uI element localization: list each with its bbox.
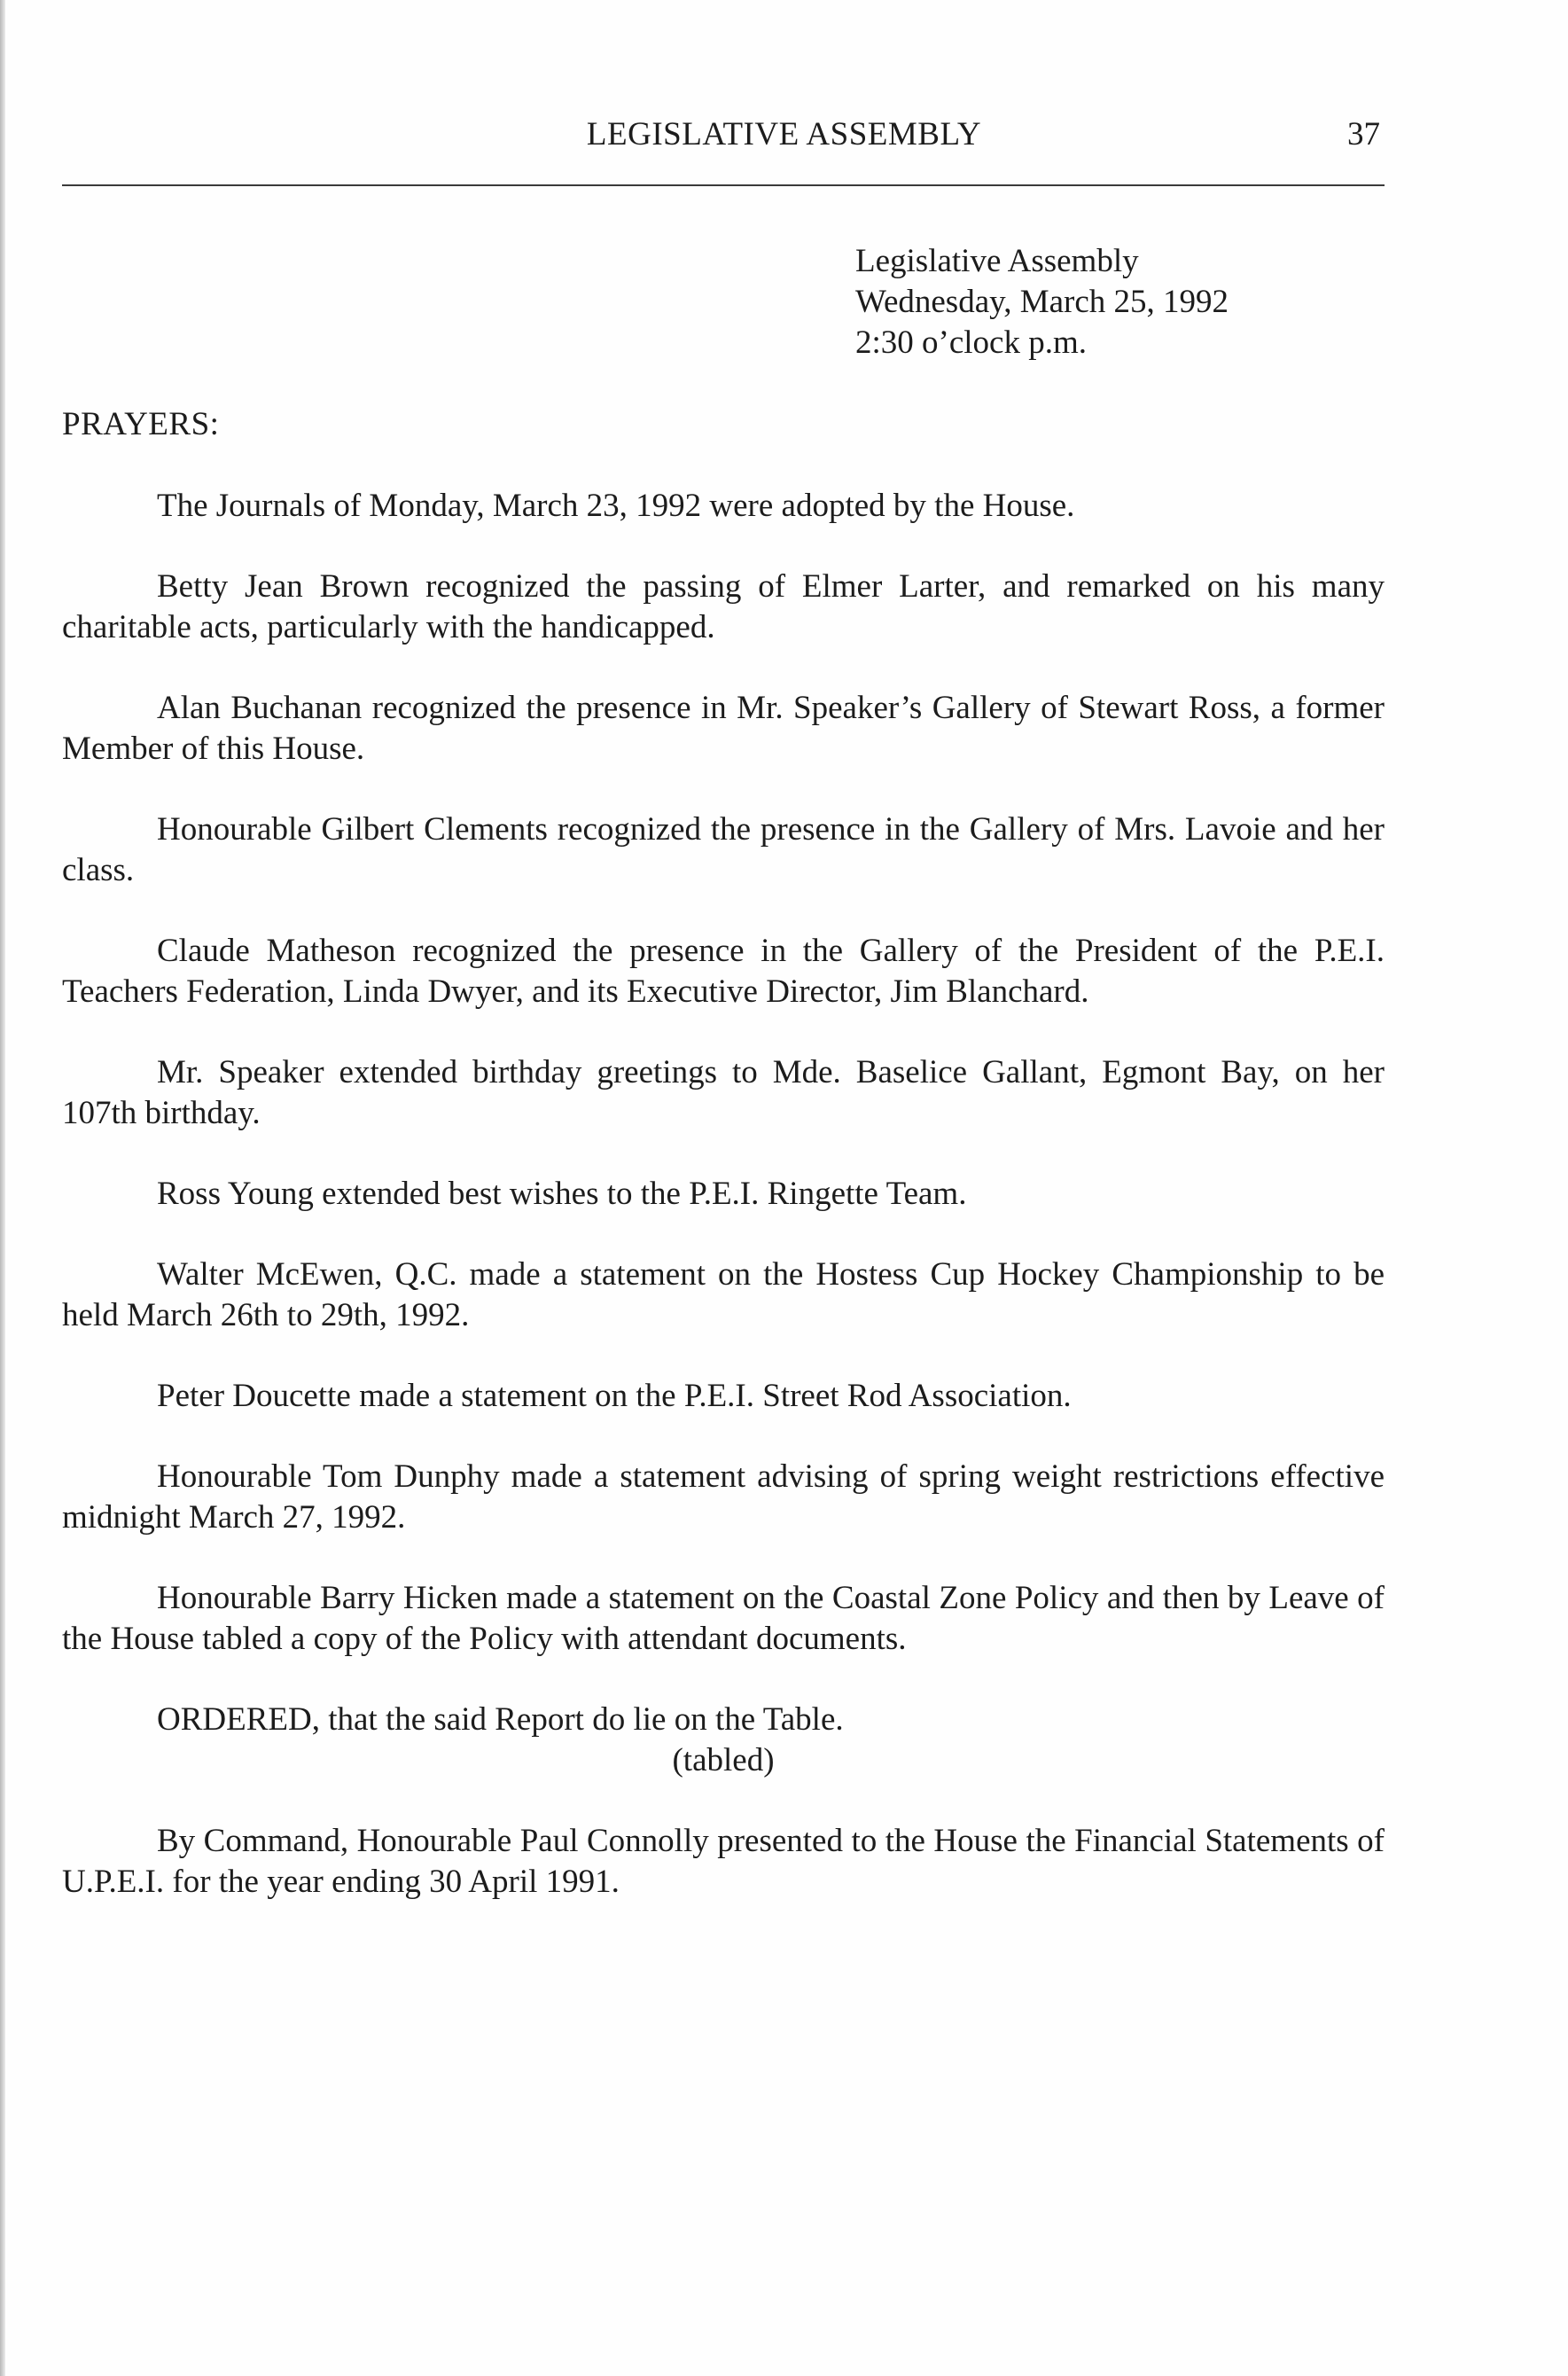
paragraph-lavoie-class: Honourable Gilbert Clements recognized the presence in the Gallery of Mrs. Lavoie and her class. <box>62 811 1385 888</box>
dateline-date: Wednesday, March 25, 1992 <box>855 284 1229 320</box>
paragraph-tabled: (tabled) <box>672 1742 775 1778</box>
paragraph-elmer-larter: Betty Jean Brown recognized the passing of Elmer Larter, and remarked on his many charitable acts, particularly with the handicapped. <box>62 568 1385 645</box>
paragraph-street-rod: Peter Doucette made a statement on the P.E.I. Street Rod Association. <box>157 1378 1072 1414</box>
section-heading-prayers: PRAYERS: <box>62 406 220 442</box>
running-header <box>0 115 1568 160</box>
paragraph-teachers-federation: Claude Matheson recognized the presence in the Gallery of the President of the P.E.I. Teachers Federation, Linda Dwyer, and its Executive Director, Jim Blanchard. <box>62 933 1385 1010</box>
dateline-assembly: Legislative Assembly <box>855 243 1139 279</box>
paragraph-financial-statements: By Command, Honourable Paul Connolly presented to the House the Financial Statements of U.P.E.I. for the year ending 30 April 1991. <box>62 1823 1385 1900</box>
header-rule <box>62 184 1385 186</box>
dateline-time: 2:30 o’clock p.m. <box>855 324 1088 361</box>
dateline <box>855 241 1229 363</box>
paragraph-weight-restrictions: Honourable Tom Dunphy made a statement advising of spring weight restrictions effective midnight March 27, 1992. <box>62 1458 1385 1536</box>
paragraph-stewart-ross: Alan Buchanan recognized the presence in Mr. Speaker’s Gallery of Stewart Ross, a former Member of this House. <box>62 690 1385 767</box>
page-number: 37 <box>1347 116 1380 152</box>
paragraph-ringette-team: Ross Young extended best wishes to the P.E.I. Ringette Team. <box>157 1176 967 1212</box>
paragraph-journals-adopted: The Journals of Monday, March 23, 1992 were adopted by the House. <box>157 488 1075 524</box>
page-spine-shadow <box>0 0 5 2376</box>
paragraph-hostess-cup: Walter McEwen, Q.C. made a statement on the Hostess Cup Hockey Championship to be held March 26th to 29th, 1992. <box>62 1256 1385 1333</box>
paragraph-birthday-greetings: Mr. Speaker extended birthday greetings to Mde. Baselice Gallant, Egmont Bay, on her 107th birthday. <box>62 1054 1385 1131</box>
running-title: LEGISLATIVE ASSEMBLY <box>586 116 982 152</box>
journal-body <box>62 486 1385 1942</box>
paragraph-coastal-zone: Honourable Barry Hicken made a statement on the Coastal Zone Policy and then by Leave of the House tabled a copy of the Policy with attendant documents. <box>62 1580 1385 1657</box>
paragraph-ordered: ORDERED, that the said Report do lie on the Table. <box>157 1701 844 1738</box>
